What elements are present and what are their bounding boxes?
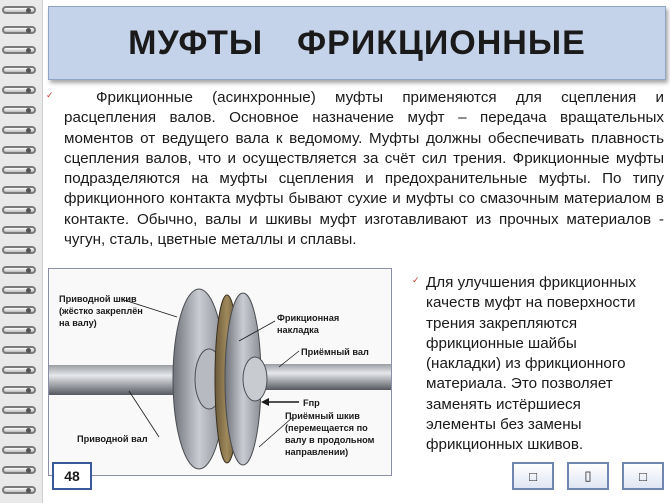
bullet-marker: ✓ [46, 90, 54, 100]
binding-ring [2, 426, 36, 434]
coupling-diagram [48, 268, 392, 476]
label-driven-pulley: направлении) [285, 447, 349, 457]
binding-ring [2, 466, 36, 474]
binding-ring [2, 286, 36, 294]
label-driven-pulley: валу в продольном [285, 435, 375, 445]
binding-ring [2, 166, 36, 174]
label-friction-pad: Фрикционная [277, 313, 340, 323]
binding-ring [2, 366, 36, 374]
title-banner [48, 6, 666, 80]
force-arrow-head [261, 398, 269, 406]
label-drive-pulley: на валу) [59, 318, 97, 328]
home-button[interactable]: ▯ [567, 462, 609, 490]
binding-ring [2, 106, 36, 114]
driven-pulley-hub [243, 357, 267, 401]
binding-ring [2, 386, 36, 394]
binding-ring [2, 46, 36, 54]
binding-ring [2, 306, 36, 314]
label-driven-pulley: Приёмный шкив [285, 411, 360, 421]
binding-ring [2, 146, 36, 154]
label-driven-shaft: Приёмный вал [301, 347, 369, 357]
page-title [128, 24, 586, 63]
side-paragraph: Для улучшения фрикционных качеств муфт на поверхности трения закрепляются фрикционные шайбы (накладки) из фрикционного материала. Это позволяет заменять истёршиеся элементы без замены фрикционных шкивов. [426, 274, 637, 454]
title-word-left: МУФТЫ [128, 23, 264, 62]
binding-ring [2, 406, 36, 414]
label-friction-pad: накладка [277, 325, 319, 335]
binding-ring [2, 486, 36, 494]
binding-ring [2, 226, 36, 234]
title-word-right: ФРИКЦИОННЫЕ [297, 23, 586, 62]
binding-ring [2, 446, 36, 454]
bullet-marker: ✓ [412, 275, 420, 285]
label-drive-pulley: Приводной шкив [59, 294, 137, 304]
binding-ring [2, 326, 36, 334]
spiral-binding [0, 0, 42, 503]
label-drive-pulley: (жёстко закреплён [59, 306, 143, 316]
page-edge [42, 0, 43, 503]
binding-ring [2, 66, 36, 74]
label-drive-shaft: Приводной вал [77, 434, 148, 444]
binding-ring [2, 6, 36, 14]
label-force: Fпр [303, 398, 320, 408]
binding-ring [2, 86, 36, 94]
binding-ring [2, 186, 36, 194]
intro-paragraph [64, 88, 664, 250]
page-number: 48 [52, 462, 92, 490]
intro-paragraph-text: Фрикционные (асинхронные) муфты применяются для сцепления и расцепления валов. Основное назначение муфт – передача вращательных моментов от ведущего вала к ведомому. Муфты должны обеспечивать плавность сцепления валов, что и осуществляется за счёт сил трения. Фрикционные муфты подразделяются на муфты сцепления и предохранительные муфты. По типу фрикционного контакта муфты бывают сухие и муфты со смазочным материалом в контакте. Обычно, валы и шкивы муфт изготавливают из прочных материалов - чугун, сталь, цветные металлы и сплавы. [64, 89, 664, 249]
label-driven-pulley: (перемещается по [285, 423, 368, 433]
prev-slide-button[interactable]: □ [512, 462, 554, 490]
binding-ring [2, 206, 36, 214]
binding-ring [2, 26, 36, 34]
binding-ring [2, 246, 36, 254]
binding-ring [2, 346, 36, 354]
binding-ring [2, 266, 36, 274]
binding-ring [2, 126, 36, 134]
next-slide-button[interactable]: □ [622, 462, 664, 490]
